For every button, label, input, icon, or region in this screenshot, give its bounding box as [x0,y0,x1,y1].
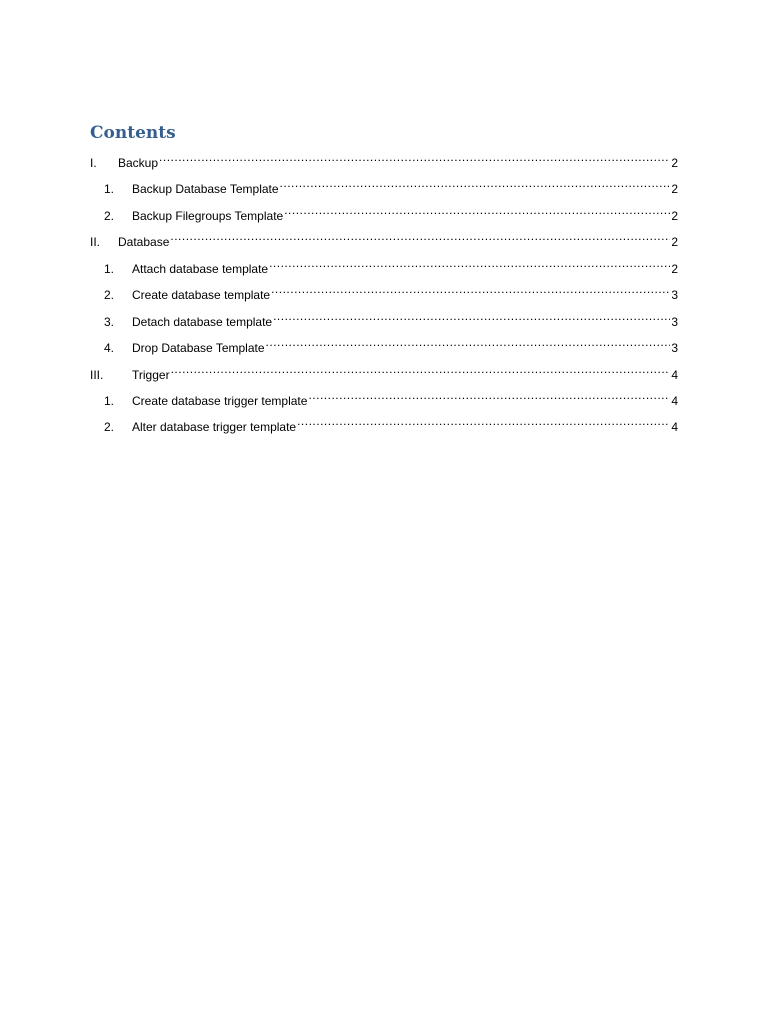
toc-dot-leader [269,253,670,273]
toc-page-number: 2 [671,209,678,223]
toc-entry-number: 1. [104,394,115,408]
toc-page-number: 2 [671,156,678,170]
toc-entry-create-database-trigger-template[interactable] [90,385,678,408]
toc-entry-alter-database-trigger-template[interactable] [90,411,678,434]
toc-entry-trigger[interactable] [90,359,678,382]
toc-entry-backup-filegroups-template[interactable] [90,200,678,223]
toc-page-number: 3 [671,315,678,329]
toc-entry-backup[interactable] [90,147,678,170]
toc-entry-text: Backup [118,156,159,170]
toc-entry-text: Trigger [132,368,170,382]
toc-dot-leader [280,173,671,193]
toc-page-number: 2 [671,235,678,249]
toc-dot-leader [284,200,670,220]
toc-page-number: 4 [671,394,678,408]
toc-entry-text: Backup Database Template [132,182,279,196]
toc-entry-text: Detach database template [132,315,273,329]
toc-page-number: 4 [671,368,678,382]
toc-entry-detach-database-template[interactable] [90,306,678,329]
toc-entry-backup-database-template[interactable] [90,173,678,196]
toc-dot-leader [297,411,670,431]
toc-entry-number: I. [90,156,97,170]
toc-entry-text: Backup Filegroups Template [132,209,284,223]
toc-entry-database[interactable] [90,226,678,249]
toc-entry-number: III. [90,368,104,382]
toc-dot-leader [266,332,671,352]
toc-page-number: 3 [671,341,678,355]
toc-page-number: 3 [671,288,678,302]
toc-entry-attach-database-template[interactable] [90,253,678,276]
toc-dot-leader [171,359,671,379]
toc-page-number: 2 [671,262,678,276]
toc-entry-number: II. [90,235,101,249]
toc-dot-leader [271,279,670,299]
toc-entry-number: 1. [104,182,115,196]
toc-entry-text: Attach database template [132,262,269,276]
toc-entry-number: 3. [104,315,115,329]
toc-dot-leader [273,306,670,326]
toc-entry-create-database-template[interactable] [90,279,678,302]
toc-entry-number: 4. [104,341,115,355]
toc-entry-drop-database-template[interactable] [90,332,678,355]
toc-entry-number: 2. [104,288,115,302]
toc-heading: Contents [90,123,176,143]
toc-entry-number: 2. [104,209,115,223]
toc-entry-number: 2. [104,420,115,434]
toc-dot-leader [159,147,670,167]
toc-page-number: 2 [671,182,678,196]
toc-entry-text: Alter database trigger template [132,420,297,434]
toc-dot-leader [308,385,670,405]
toc-entry-text: Drop Database Template [132,341,265,355]
toc-page-number: 4 [671,420,678,434]
toc-entry-text: Create database template [132,288,271,302]
toc-dot-leader [170,226,670,246]
toc-entry-number: 1. [104,262,115,276]
toc-entry-text: Database [118,235,170,249]
toc-entry-text: Create database trigger template [132,394,308,408]
